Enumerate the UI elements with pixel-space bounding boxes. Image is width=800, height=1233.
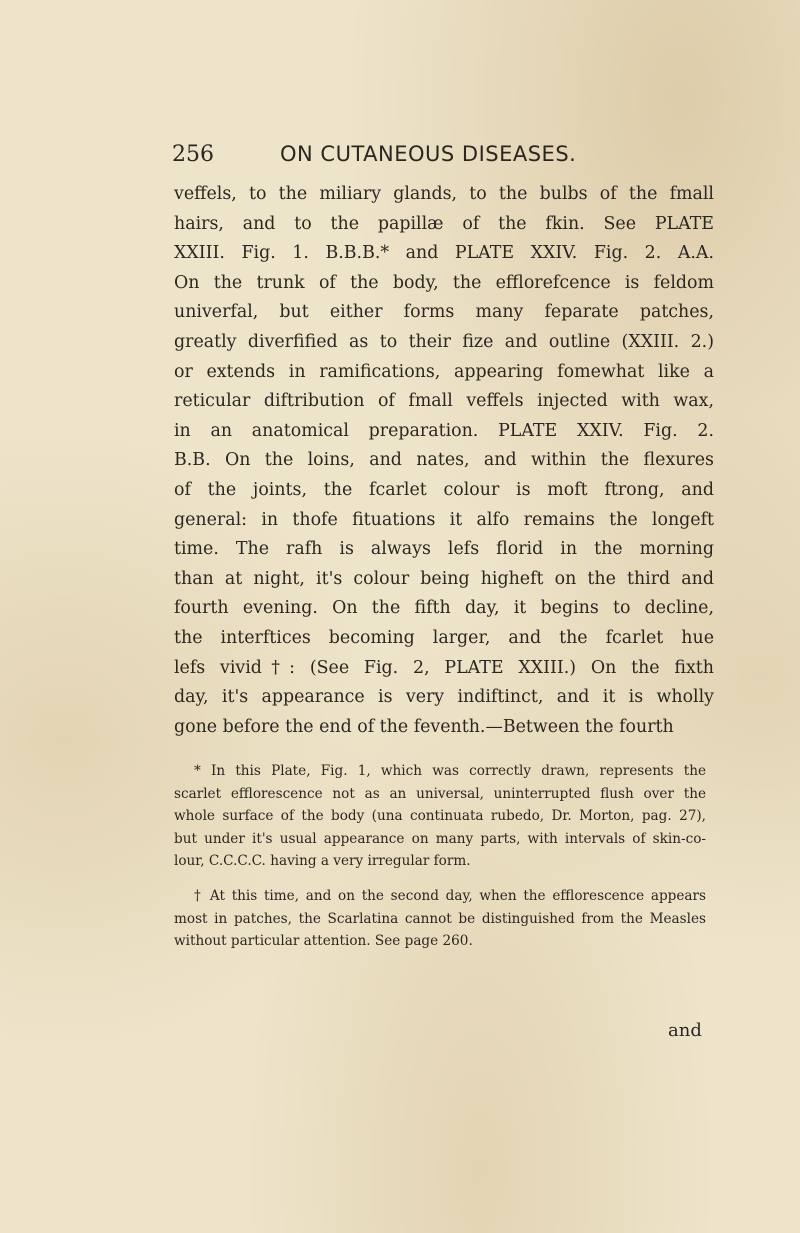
body-line: of the joints, the fcarlet colour is moft ftrong, and [174,479,714,500]
body-line: the interftices becoming larger, and the fcarlet hue [174,627,714,648]
body-line: B.B. On the loins, and nates, and within the flexures [174,450,714,471]
body-line: lefs vivid†: (See Fig. 2, PLATE XXIII.) On the fixth [174,657,714,678]
footnote-spacer [174,873,706,885]
footnotes [174,760,706,953]
body-line: general: in thofe fituations it alfo remains the longeft [174,509,714,530]
body-line: hairs, and to the papillæ of the fkin. See PLATE [174,213,714,234]
body-line: XXIII. Fig. 1. B.B.B.* and PLATE XXIV. Fig. 2. A.A. [174,243,714,264]
body-line: or extends in ramifications, appearing fomewhat like a [174,361,714,382]
page-number: 256 [172,142,214,167]
footnote-asterisk [174,760,706,873]
footnote-line: but under it's usual appearance on many parts, with intervals of skin-co- [174,830,706,847]
body-line: day, it's appearance is very indiftinct, and it is wholly [174,687,714,708]
catchword: and [668,1020,702,1041]
footnote-line: * In this Plate, Fig. 1, which was correctly drawn, represents the [194,763,706,779]
footnote-line: † At this time, and on the second day, when the efflorescence appears [194,887,706,904]
body-line: univerfal, but either forms many feparate patches, [174,302,714,323]
footnote-dagger [174,885,706,953]
body-line: fourth evening. On the fifth day, it begins to decline, [174,598,714,619]
body-text [174,180,714,742]
body-line: in an anatomical preparation. PLATE XXIV. Fig. 2. [174,420,714,441]
footnote-line: lour, C.C.C.C. having a very irregular form. [174,853,471,870]
body-line: veffels, to the miliary glands, to the bulbs of the fmall [174,184,714,204]
running-title: ON CUTANEOUS DISEASES. [280,142,577,166]
footnote-line: without particular attention. See page 260. [174,933,473,950]
body-line: time. The rafh is always lefs florid in the morning [174,539,714,560]
body-line: than at night, it's colour being higheft on the third and [174,568,714,589]
footnote-line: most in patches, the Scarlatina cannot be distinguished from the Measles [174,910,706,927]
footnote-line: whole surface of the body (una continuata rubedo, Dr. Morton, pag. 27), [174,808,706,825]
body-line: On the trunk of the body, the efflorefcence is feldom [174,272,714,293]
body-line: gone before the end of the feventh.—Between the fourth [174,716,674,737]
body-line: greatly diverfified as to their fize and outline (XXIII. 2.) [174,331,714,352]
page-header [172,140,712,174]
body-line: reticular diftribution of fmall veffels injected with wax, [174,391,714,412]
footnote-line: scarlet efflorescence not as an universal, uninterrupted flush over the [174,785,706,802]
